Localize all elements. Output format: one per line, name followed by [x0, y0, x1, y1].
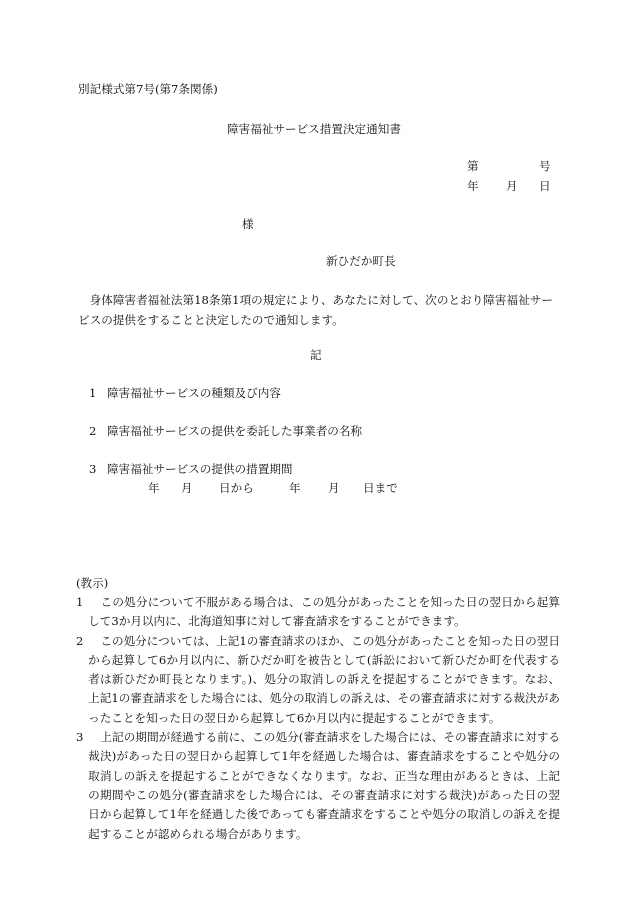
notice-item-1-text: この処分について不服がある場合は、この処分があったことを知った日の翌日から起算して3か月以内に、北海道知事に対して審査請求をすることができます。	[88, 595, 560, 629]
form-number: 別記様式第7号(第7条関係)	[78, 82, 218, 96]
addressee-suffix: 様	[242, 217, 254, 231]
notice-heading: (教示)	[76, 576, 109, 590]
period-from-day: 日から	[219, 481, 254, 495]
period-to-day: 日まで	[363, 481, 398, 495]
period-to-year: 年	[289, 481, 301, 495]
notice-item-3-number: 3	[76, 730, 84, 745]
doc-number-dai: 第	[467, 159, 479, 173]
item-1-label: 障害福祉サービスの種類及び内容	[107, 386, 281, 400]
period-to-month: 月	[328, 481, 340, 495]
item-1-number: 1	[89, 386, 97, 400]
period-from-year: 年	[148, 481, 160, 495]
notice-item-3-text: 上記の期間が経過する前に、この処分(審査請求をした場合には、その審査請求に対する裁決)があった日の翌日から起算して1年を経過した場合は、審査請求をすることや処分の取消しの訴えを提起することができなくなります。なお、正当な理由があるときは、上記の期間やこの処分(審査請求をした場合には、その審査請求に対する裁決)があった日の翌日から起算して1年を経過した後であっても審査請求をすることや処分の取消しの訴えを提起することが認められる場合があります。	[88, 730, 560, 841]
notice-section	[76, 574, 560, 844]
item-3-label: 障害福祉サービスの提供の措置期間	[107, 462, 293, 476]
notice-item-2-number: 2	[76, 633, 84, 648]
item-3-number: 3	[89, 462, 97, 476]
item-2-number: 2	[89, 424, 97, 438]
date-month: 月	[506, 179, 518, 193]
notice-item-1	[76, 593, 560, 632]
date-year: 年	[467, 179, 479, 193]
doc-number-go: 号	[539, 159, 551, 173]
notice-item-3	[76, 728, 560, 844]
notice-item-2	[76, 632, 560, 728]
body-text: 身体障害者福祉法第18条第1項の規定により、あなたに対して、次のとおり障害福祉サービスの提供をすることと決定したので通知します。	[78, 293, 553, 327]
document-title: 障害福祉サービス措置決定通知書	[227, 122, 401, 136]
ki-heading: 記	[310, 348, 322, 362]
period-from-month: 月	[181, 481, 193, 495]
issuer: 新ひだか町長	[326, 254, 396, 268]
notice-item-1-number: 1	[76, 595, 84, 609]
notice-item-2-text: この処分については、上記1の審査請求のほか、この処分があったことを知った日の翌日から起算して6か月以内に、新ひだか町を被告として(訴訟において新ひだか町を代表する者は新ひだか町長となります。)、処分の取消しの訴えを提起することができます。なお、上記1の審査請求をした場合には、処分の取消しの訴えは、その審査請求に対する裁決があったことを知った日の翌日から起算して6か月以内に提起することができます。	[88, 633, 560, 725]
date-day: 日	[539, 179, 551, 193]
item-2-label: 障害福祉サービスの提供を委託した事業者の名称	[107, 424, 363, 438]
